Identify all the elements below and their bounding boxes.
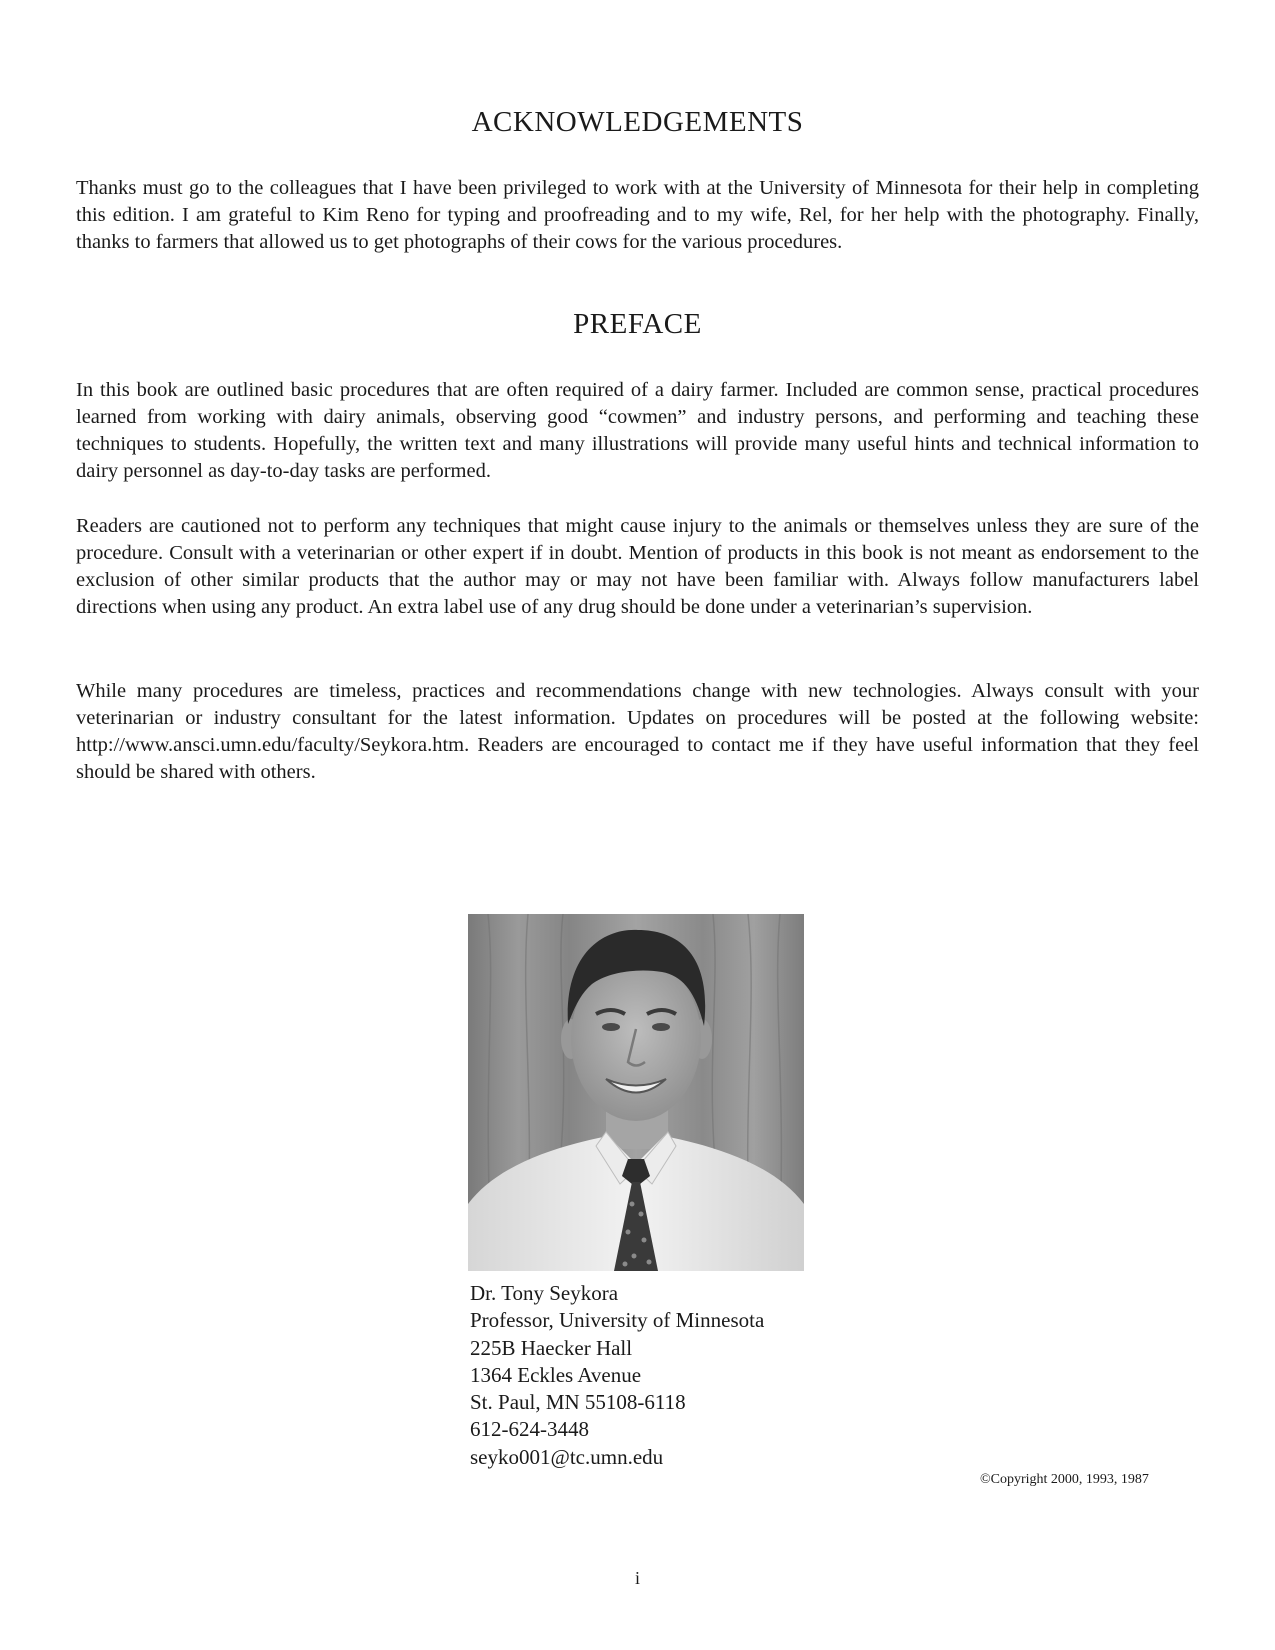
author-city: St. Paul, MN 55108-6118 bbox=[470, 1390, 686, 1415]
page-number: i bbox=[634, 1568, 640, 1588]
author-contact-block bbox=[470, 1280, 764, 1471]
author-photo bbox=[468, 914, 804, 1271]
author-name: Dr. Tony Seykora bbox=[470, 1281, 619, 1305]
copyright-notice: ©Copyright 2000, 1993, 1987 bbox=[980, 1472, 1149, 1487]
preface-paragraph-3: While many procedures are timeless, practices and recommendations change with new technologies. Always consult with your veterinarian or industry consultant for the latest information. Updates on procedures will be posted at the following website: http://www.ansci.umn.edu/faculty/Seykora.htm. Readers are encouraged to contact me if they have useful information that they feel should be shared with others. bbox=[76, 680, 1199, 783]
author-phone: 612-624-3448 bbox=[470, 1417, 589, 1442]
acknowledgements-heading: ACKNOWLEDGEMENTS bbox=[471, 106, 804, 138]
acknowledgements-paragraph: Thanks must go to the colleagues that I have been privileged to work with at the University of Minnesota for their help in completing this edition. I am grateful to Kim Reno for typing and proofreading and to my wife, Rel, for her help with the photography. Finally, thanks to farmers that allowed us to get photographs of their cows for the various procedures. bbox=[76, 177, 1199, 253]
preface-heading: PREFACE bbox=[573, 308, 702, 340]
author-title: Professor, University of Minnesota bbox=[470, 1308, 765, 1333]
preface-paragraph-2: Readers are cautioned not to perform any techniques that might cause injury to the animals or themselves unless they are sure of the procedure. Consult with a veterinarian or other expert if in doubt. Mention of products in this book is not meant as endorsement to the exclusion of other similar products that the author may or may not have been familiar with. Always follow manufacturers label directions when using any product. An extra label use of any drug should be done under a veterinarian’s supervision. bbox=[76, 515, 1199, 618]
author-portrait-image bbox=[468, 914, 804, 1271]
author-email: seyko001@tc.umn.edu bbox=[470, 1444, 664, 1469]
author-office: 225B Haecker Hall bbox=[470, 1335, 633, 1360]
author-street: 1364 Eckles Avenue bbox=[470, 1362, 642, 1387]
preface-paragraph-1: In this book are outlined basic procedures that are often required of a dairy farmer. Included are common sense, practical procedures learned from working with dairy animals, observing good “cowmen” and industry persons, and performing and teaching these techniques to students. Hopefully, the written text and many illustrations will provide many useful hints and technical information to dairy personnel as day-to-day tasks are performed. bbox=[76, 379, 1199, 482]
